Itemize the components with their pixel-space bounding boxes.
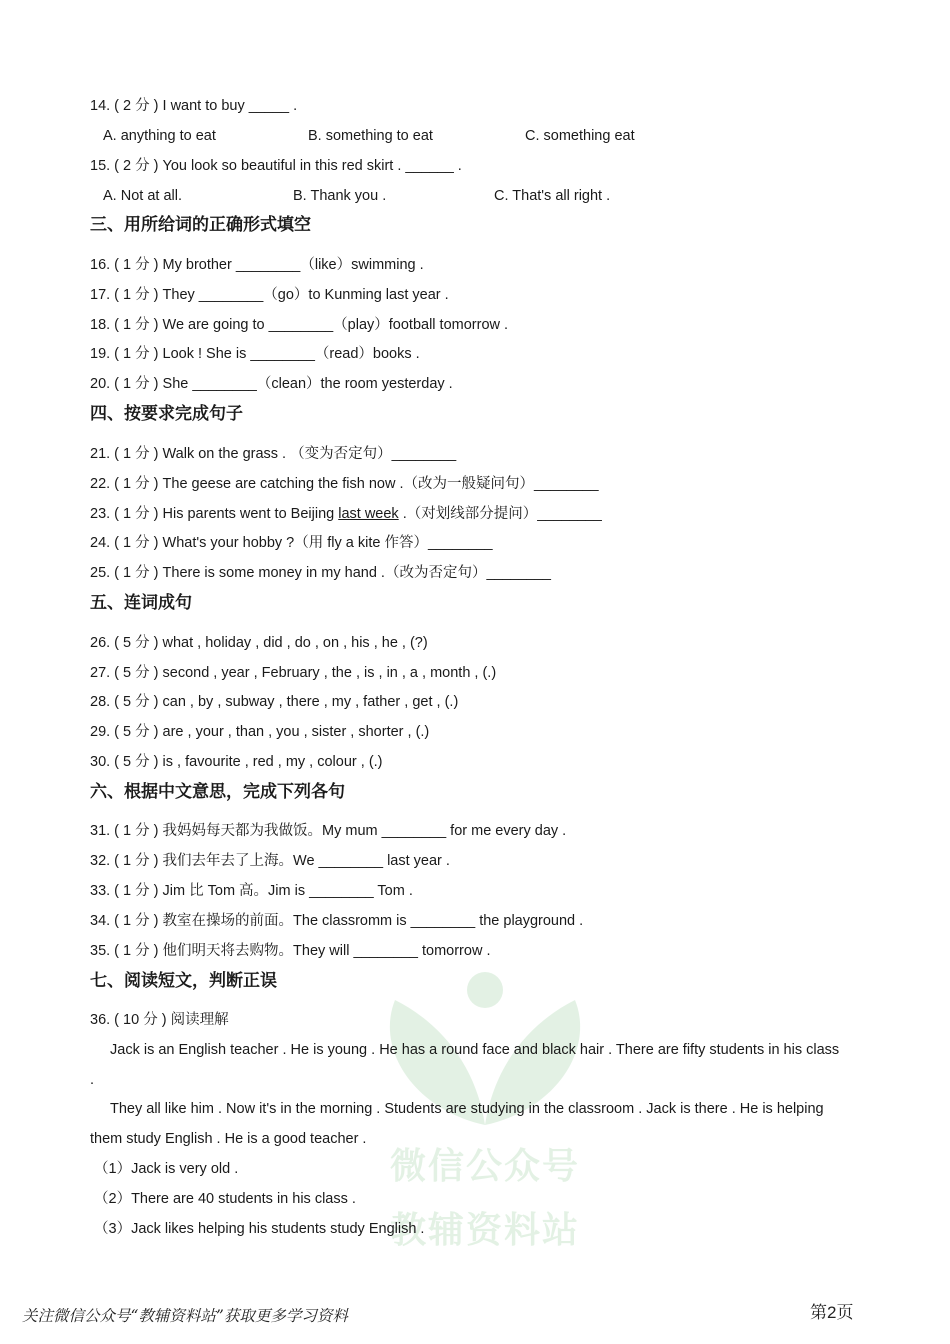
question-19: 19. ( 1 分 ) Look ! She is ________（read）books .: [90, 346, 420, 362]
question-30: 30. ( 5 分 ) is , favourite , red , my , colour , (.): [90, 754, 383, 770]
question-16: 16. ( 1 分 ) My brother ________（like）swimming .: [90, 257, 424, 273]
question-22: 22. ( 1 分 ) The geese are catching the fish now .（改为一般疑问句）________: [90, 476, 599, 492]
question-36-header: 36. ( 10 分 ) 阅读理解: [90, 1012, 229, 1028]
footer-promo: 关注微信公众号“教辅资料站”获取更多学习资料: [22, 1307, 348, 1325]
question-33: 33. ( 1 分 ) Jim 比 Tom 高。Jim is ________ Tom .: [90, 883, 413, 899]
section-7-title: 七、阅读短文，判断正误: [90, 971, 277, 991]
statement-2: （2）There are 40 students in his class .: [94, 1191, 356, 1207]
statement-3: （3）Jack likes helping his students study English .: [94, 1221, 425, 1237]
question-17: 17. ( 1 分 ) They ________（go）to Kunming last year .: [90, 287, 449, 303]
q14-option-a: A. anything to eat: [103, 128, 216, 144]
question-23: [90, 504, 602, 524]
watermark-line1: 微信公众号: [389, 1146, 580, 1187]
section-4-title: 四、按要求完成句子: [90, 404, 243, 424]
question-34: 34. ( 1 分 ) 教室在操场的前面。The classromm is ________ the playground .: [90, 913, 584, 929]
question-21: 21. ( 1 分 ) Walk on the grass . （变为否定句）________: [90, 446, 457, 462]
question-25: 25. ( 1 分 ) There is some money in my hand .（改为否定句）________: [90, 565, 551, 581]
question-15: 15. ( 2 分 ) You look so beautiful in this red skirt . ______ .: [90, 158, 462, 174]
question-14: 14. ( 2 分 ) I want to buy _____ .: [90, 98, 298, 114]
question-35: 35. ( 1 分 ) 他们明天将去购物。They will ________ tomorrow .: [90, 943, 491, 959]
q15-option-c: C. That's all right .: [494, 188, 611, 204]
q23-underlined: last week: [338, 506, 399, 522]
statement-1: （1）Jack is very old .: [94, 1161, 239, 1177]
q23-instruction: .（对划线部分提问）________: [398, 506, 602, 522]
watermark-line2: 教辅资料站: [389, 1210, 580, 1251]
q23-text: 23. ( 1 分 ) His parents went to Beijing: [90, 506, 339, 522]
q14-option-c: C. something eat: [525, 128, 635, 144]
reading-paragraph-2: They all like him . Now it's in the morning . Students are studying in the classroom . Jack is there . He is helping them study English . He is a good teacher .: [90, 1101, 824, 1147]
question-18: 18. ( 1 分 ) We are going to ________（play）football tomorrow .: [90, 317, 509, 333]
q15-option-b: B. Thank you .: [293, 188, 387, 204]
section-6-title: 六、根据中文意思，完成下列各句: [90, 782, 345, 802]
q15-option-a: A. Not at all.: [103, 188, 182, 204]
question-20: 20. ( 1 分 ) She ________（clean）the room yesterday .: [90, 376, 453, 392]
question-24: 24. ( 1 分 ) What's your hobby ?（用 fly a kite 作答）________: [90, 535, 493, 551]
q14-option-b: B. something to eat: [308, 128, 433, 144]
question-26: 26. ( 5 分 ) what , holiday , did , do , on , his , he , (?): [90, 635, 428, 651]
question-27: 27. ( 5 分 ) second , year , February , the , is , in , a , month , (.): [90, 665, 497, 681]
reading-paragraph-1: Jack is an English teacher . He is young . He has a round face and black hair . There are fifty students in his class .: [90, 1042, 840, 1088]
question-29: 29. ( 5 分 ) are , your , than , you , sister , shorter , (.): [90, 724, 430, 740]
question-31: 31. ( 1 分 ) 我妈妈每天都为我做饭。My mum ________ for me every day .: [90, 823, 567, 839]
section-5-title: 五、连词成句: [90, 593, 192, 613]
section-3-title: 三、用所给词的正确形式填空: [90, 215, 311, 235]
question-28: 28. ( 5 分 ) can , by , subway , there , my , father , get , (.): [90, 694, 459, 710]
page-number: 第2页: [810, 1303, 854, 1322]
question-32: 32. ( 1 分 ) 我们去年去了上海。We ________ last year .: [90, 853, 450, 869]
